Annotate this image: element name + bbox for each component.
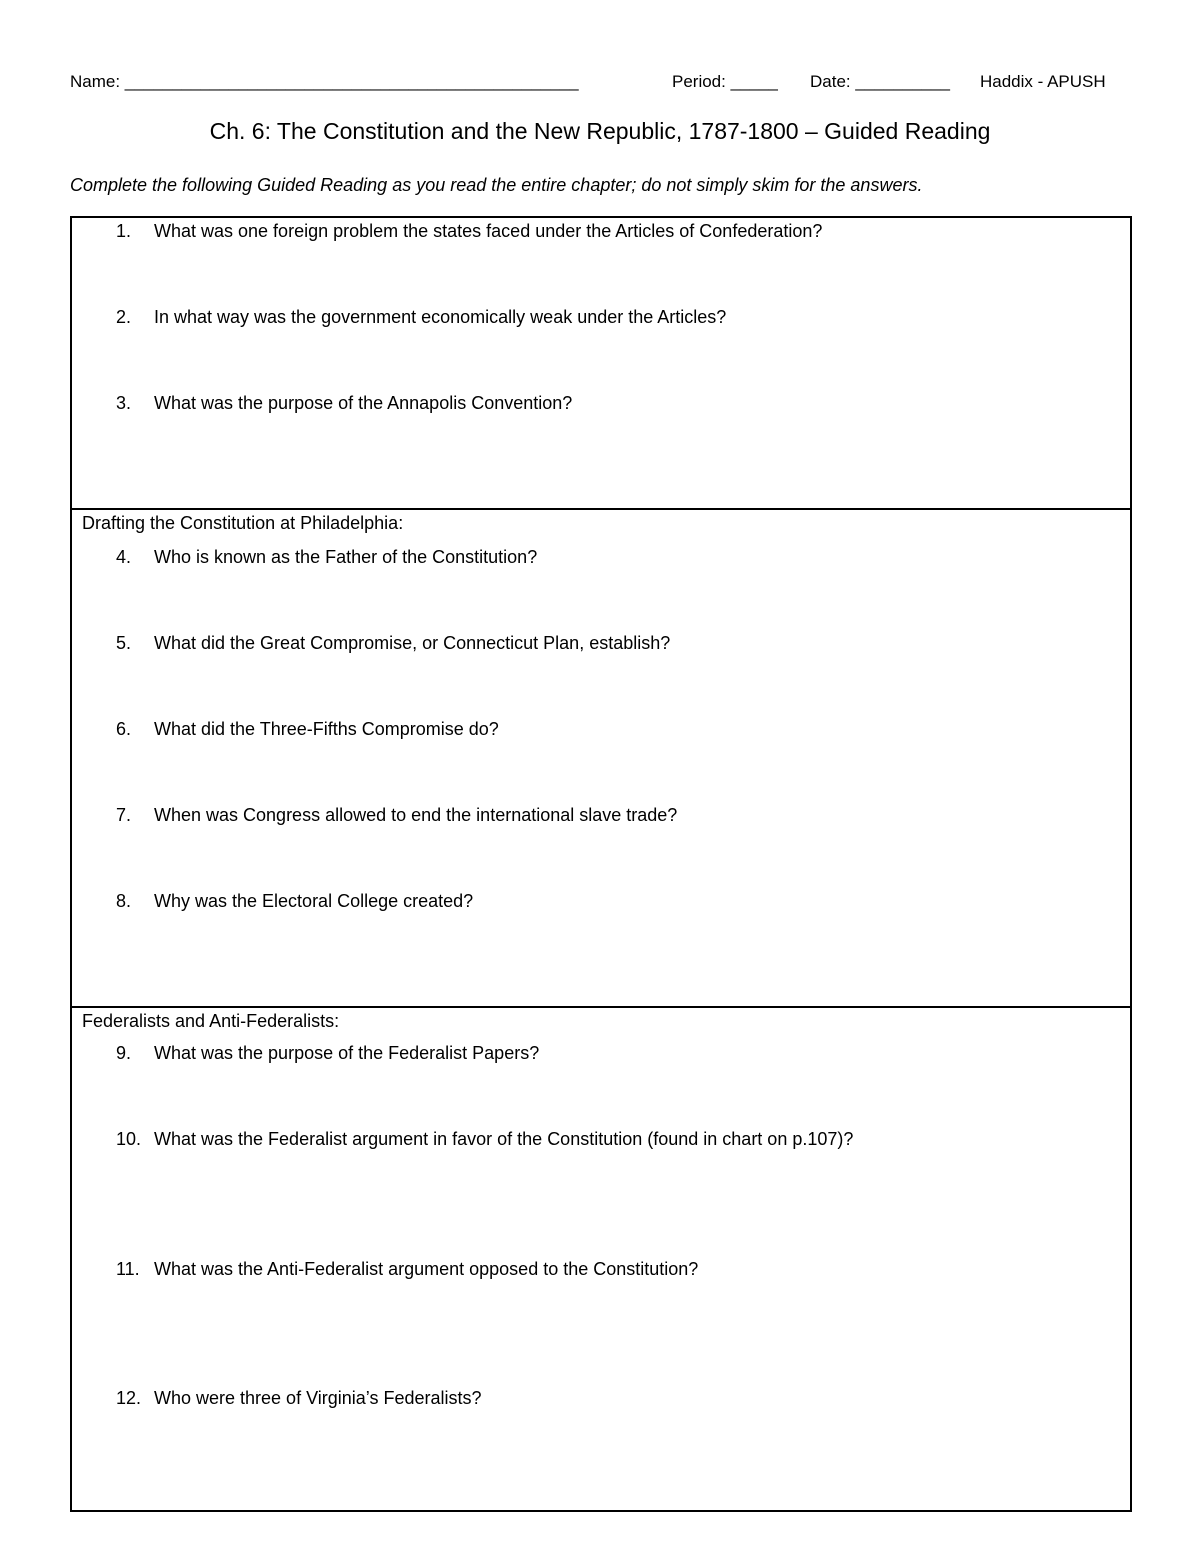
question-text: What was one foreign problem the states faced under the Articles of Confederation? (154, 221, 823, 241)
question-item (116, 307, 726, 328)
question-item (116, 719, 499, 740)
question-number: 6. (116, 719, 132, 739)
question-number: 11. (116, 1259, 140, 1279)
question-text: What was the Federalist argument in favor of the Constitution (found in chart on p.107)? (154, 1129, 854, 1149)
question-text: In what way was the government economically weak under the Articles? (154, 307, 727, 327)
question-text: What was the purpose of the Federalist Papers? (154, 1043, 540, 1063)
question-item (116, 1259, 698, 1280)
name-field-label: Name: ________________________________________________ (70, 72, 579, 91)
question-number: 9. (116, 1043, 132, 1063)
question-item (116, 1388, 482, 1409)
question-text: What was the Anti-Federalist argument opposed to the Constitution? (154, 1259, 699, 1279)
question-number: 5. (116, 633, 132, 653)
question-item (116, 1129, 853, 1150)
question-item (116, 393, 572, 414)
question-text: What did the Great Compromise, or Connecticut Plan, establish? (154, 633, 671, 653)
period-field-label: Period: _____ (672, 72, 778, 91)
question-text: When was Congress allowed to end the international slave trade? (154, 805, 678, 825)
instructions: Complete the following Guided Reading as you read the entire chapter; do not simply skim for the answers. (70, 175, 923, 195)
question-item (116, 891, 473, 912)
question-number: 3. (116, 393, 132, 413)
question-item (116, 547, 537, 568)
date-field-label: Date: __________ (810, 72, 950, 91)
page-title: Ch. 6: The Constitution and the New Republic, 1787-1800 – Guided Reading (209, 118, 991, 144)
section-heading: Federalists and Anti-Federalists: (82, 1011, 340, 1031)
question-number: 4. (116, 547, 132, 567)
question-number: 1. (116, 221, 132, 241)
question-text: Who is known as the Father of the Constitution? (154, 547, 538, 567)
question-number: 7. (116, 805, 132, 825)
question-section (70, 216, 1132, 510)
question-item (116, 633, 670, 654)
question-text: Who were three of Virginia’s Federalists? (154, 1388, 482, 1408)
question-number: 2. (116, 307, 132, 327)
question-section (70, 508, 1132, 1008)
question-text: What was the purpose of the Annapolis Convention? (154, 393, 573, 413)
question-item (116, 1043, 539, 1064)
header (70, 72, 1120, 98)
question-item (116, 221, 822, 242)
question-number: 8. (116, 891, 132, 911)
question-text: What did the Three-Fifths Compromise do? (154, 719, 499, 739)
question-item (116, 805, 677, 826)
question-text: Why was the Electoral College created? (154, 891, 474, 911)
question-number: 10. (116, 1129, 142, 1149)
section-heading: Drafting the Constitution at Philadelphia: (82, 513, 404, 533)
question-number: 12. (116, 1388, 142, 1408)
teacher-course-label: Haddix - APUSH (980, 72, 1106, 91)
question-section (70, 1006, 1132, 1512)
